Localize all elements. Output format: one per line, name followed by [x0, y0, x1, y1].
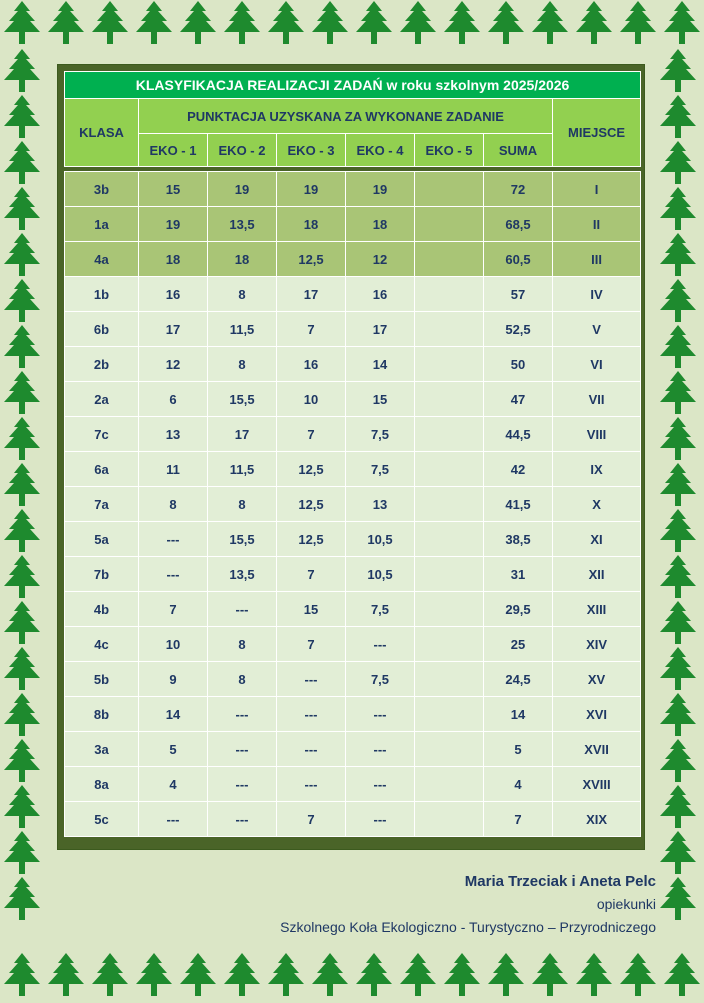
christmas-tree-icon — [0, 370, 44, 416]
cell-klasa: 5b — [65, 662, 139, 697]
cell-eko3: --- — [277, 767, 346, 802]
cell-eko1: 7 — [139, 592, 208, 627]
christmas-tree-icon — [656, 784, 700, 830]
cell-eko1: 10 — [139, 627, 208, 662]
cell-eko1: 13 — [139, 417, 208, 452]
cell-eko1: 4 — [139, 767, 208, 802]
christmas-tree-icon — [572, 0, 616, 46]
cell-eko5 — [415, 627, 484, 662]
cell-eko5 — [415, 347, 484, 382]
cell-eko2: 17 — [208, 417, 277, 452]
christmas-tree-icon — [656, 830, 700, 876]
cell-klasa: 4a — [65, 242, 139, 277]
cell-klasa: 3b — [65, 172, 139, 207]
christmas-tree-icon — [220, 0, 264, 46]
cell-eko3: 10 — [277, 382, 346, 417]
table-row — [65, 592, 641, 627]
christmas-tree-icon — [660, 952, 704, 998]
christmas-tree-icon — [352, 0, 396, 46]
header-eko-3: EKO - 3 — [277, 134, 346, 167]
christmas-tree-icon — [656, 278, 700, 324]
christmas-tree-icon — [352, 952, 396, 998]
christmas-tree-icon — [0, 462, 44, 508]
cell-eko5 — [415, 172, 484, 207]
cell-eko4: --- — [346, 732, 415, 767]
christmas-tree-icon — [176, 952, 220, 998]
cell-eko2: 19 — [208, 172, 277, 207]
christmas-tree-icon — [656, 416, 700, 462]
christmas-tree-icon — [656, 554, 700, 600]
signature-organization: Szkolnego Koła Ekologiczno - Turystyczno – Przyrodniczego — [280, 919, 656, 935]
cell-eko5 — [415, 732, 484, 767]
christmas-tree-icon — [528, 0, 572, 46]
christmas-tree-icon — [440, 0, 484, 46]
cell-suma: 47 — [484, 382, 553, 417]
christmas-tree-icon — [656, 462, 700, 508]
header-klasa: KLASA — [65, 99, 139, 167]
cell-eko2: 11,5 — [208, 312, 277, 347]
cell-eko4: 10,5 — [346, 522, 415, 557]
table-row — [65, 662, 641, 697]
christmas-tree-icon — [656, 370, 700, 416]
christmas-tree-icon — [132, 0, 176, 46]
cell-eko1: 6 — [139, 382, 208, 417]
cell-eko2: --- — [208, 767, 277, 802]
cell-klasa: 8a — [65, 767, 139, 802]
cell-eko5 — [415, 697, 484, 732]
christmas-tree-icon — [656, 232, 700, 278]
cell-eko1: 9 — [139, 662, 208, 697]
cell-suma: 72 — [484, 172, 553, 207]
cell-eko2: 8 — [208, 277, 277, 312]
cell-eko4: 10,5 — [346, 557, 415, 592]
cell-eko5 — [415, 487, 484, 522]
cell-eko2: 13,5 — [208, 557, 277, 592]
cell-eko2: 18 — [208, 242, 277, 277]
christmas-tree-icon — [44, 0, 88, 46]
cell-eko2: 15,5 — [208, 382, 277, 417]
cell-eko4: --- — [346, 802, 415, 837]
christmas-tree-icon — [396, 952, 440, 998]
cell-suma: 57 — [484, 277, 553, 312]
cell-eko3: 15 — [277, 592, 346, 627]
christmas-tree-icon — [0, 952, 44, 998]
cell-suma: 5 — [484, 732, 553, 767]
cell-eko2: 15,5 — [208, 522, 277, 557]
christmas-tree-icon — [0, 692, 44, 738]
cell-eko5 — [415, 207, 484, 242]
cell-eko4: 16 — [346, 277, 415, 312]
tree-border-top — [0, 0, 704, 48]
christmas-tree-icon — [0, 94, 44, 140]
cell-klasa: 7c — [65, 417, 139, 452]
cell-miejsce: VI — [553, 347, 641, 382]
christmas-tree-icon — [0, 48, 44, 94]
christmas-tree-icon — [528, 952, 572, 998]
cell-suma: 41,5 — [484, 487, 553, 522]
cell-suma: 24,5 — [484, 662, 553, 697]
cell-eko2: --- — [208, 697, 277, 732]
christmas-tree-icon — [0, 232, 44, 278]
cell-eko4: 17 — [346, 312, 415, 347]
cell-eko5 — [415, 242, 484, 277]
cell-eko2: 8 — [208, 487, 277, 522]
header-punktacja: PUNKTACJA UZYSKANA ZA WYKONANE ZADANIE — [139, 99, 553, 134]
cell-eko1: --- — [139, 557, 208, 592]
cell-klasa: 2a — [65, 382, 139, 417]
cell-eko4: 7,5 — [346, 592, 415, 627]
cell-klasa: 6a — [65, 452, 139, 487]
cell-eko5 — [415, 277, 484, 312]
tree-border-right — [656, 48, 704, 922]
cell-klasa: 4b — [65, 592, 139, 627]
cell-miejsce: IX — [553, 452, 641, 487]
cell-klasa: 5c — [65, 802, 139, 837]
cell-miejsce: XV — [553, 662, 641, 697]
christmas-tree-icon — [660, 0, 704, 46]
cell-eko1: 18 — [139, 242, 208, 277]
cell-eko2: --- — [208, 592, 277, 627]
christmas-tree-icon — [656, 646, 700, 692]
cell-klasa: 3a — [65, 732, 139, 767]
header-miejsce: MIEJSCE — [553, 99, 641, 167]
christmas-tree-icon — [484, 0, 528, 46]
christmas-tree-icon — [264, 952, 308, 998]
table-row — [65, 732, 641, 767]
signature-block — [280, 870, 656, 939]
cell-miejsce: XIII — [553, 592, 641, 627]
cell-klasa: 1a — [65, 207, 139, 242]
cell-suma: 44,5 — [484, 417, 553, 452]
cell-eko5 — [415, 592, 484, 627]
cell-eko2: 8 — [208, 662, 277, 697]
tree-border-bottom — [0, 952, 704, 1000]
cell-miejsce: V — [553, 312, 641, 347]
table-row — [65, 242, 641, 277]
cell-eko1: 19 — [139, 207, 208, 242]
christmas-tree-icon — [0, 646, 44, 692]
cell-miejsce: VIII — [553, 417, 641, 452]
cell-suma: 25 — [484, 627, 553, 662]
christmas-tree-icon — [0, 416, 44, 462]
cell-eko2: 11,5 — [208, 452, 277, 487]
christmas-tree-icon — [176, 0, 220, 46]
table-title: KLASYFIKACJA REALIZACJI ZADAŃ w roku szkolnym 2025/2026 — [65, 72, 641, 99]
christmas-tree-icon — [0, 278, 44, 324]
cell-suma: 31 — [484, 557, 553, 592]
cell-eko1: 17 — [139, 312, 208, 347]
table-row — [65, 557, 641, 592]
cell-miejsce: X — [553, 487, 641, 522]
cell-eko2: 8 — [208, 627, 277, 662]
christmas-tree-icon — [616, 952, 660, 998]
cell-eko3: 12,5 — [277, 487, 346, 522]
cell-eko4: 14 — [346, 347, 415, 382]
cell-eko5 — [415, 417, 484, 452]
christmas-tree-icon — [0, 508, 44, 554]
table-row — [65, 697, 641, 732]
christmas-tree-icon — [0, 876, 44, 922]
cell-eko2: 13,5 — [208, 207, 277, 242]
christmas-tree-icon — [0, 784, 44, 830]
cell-eko1: 8 — [139, 487, 208, 522]
cell-eko2: 8 — [208, 347, 277, 382]
christmas-tree-icon — [572, 952, 616, 998]
table-row — [65, 347, 641, 382]
table-row — [65, 312, 641, 347]
cell-eko2: --- — [208, 802, 277, 837]
christmas-tree-icon — [656, 600, 700, 646]
cell-eko3: 12,5 — [277, 452, 346, 487]
cell-suma: 29,5 — [484, 592, 553, 627]
cell-eko4: 7,5 — [346, 417, 415, 452]
table-row — [65, 452, 641, 487]
table-row — [65, 382, 641, 417]
cell-eko5 — [415, 382, 484, 417]
table-row — [65, 487, 641, 522]
christmas-tree-icon — [656, 94, 700, 140]
cell-miejsce: I — [553, 172, 641, 207]
table-row — [65, 627, 641, 662]
header-eko-5: EKO - 5 — [415, 134, 484, 167]
cell-klasa: 7b — [65, 557, 139, 592]
cell-klasa: 8b — [65, 697, 139, 732]
header-eko-2: EKO - 2 — [208, 134, 277, 167]
cell-miejsce: XVIII — [553, 767, 641, 802]
cell-eko4: 7,5 — [346, 452, 415, 487]
cell-eko3: 12,5 — [277, 522, 346, 557]
cell-miejsce: VII — [553, 382, 641, 417]
cell-suma: 60,5 — [484, 242, 553, 277]
cell-eko1: 14 — [139, 697, 208, 732]
cell-suma: 4 — [484, 767, 553, 802]
cell-eko4: 12 — [346, 242, 415, 277]
cell-eko3: 7 — [277, 417, 346, 452]
cell-eko5 — [415, 767, 484, 802]
cell-eko5 — [415, 312, 484, 347]
cell-eko3: --- — [277, 697, 346, 732]
christmas-tree-icon — [440, 952, 484, 998]
cell-klasa: 6b — [65, 312, 139, 347]
cell-eko3: 17 — [277, 277, 346, 312]
cell-eko5 — [415, 452, 484, 487]
cell-eko5 — [415, 522, 484, 557]
cell-eko1: 12 — [139, 347, 208, 382]
cell-miejsce: XIX — [553, 802, 641, 837]
cell-suma: 38,5 — [484, 522, 553, 557]
header-suma: SUMA — [484, 134, 553, 167]
cell-eko1: 5 — [139, 732, 208, 767]
christmas-tree-icon — [656, 186, 700, 232]
signature-names: Maria Trzeciak i Aneta Pelc — [464, 873, 656, 890]
cell-eko3: 7 — [277, 627, 346, 662]
cell-miejsce: XVII — [553, 732, 641, 767]
cell-eko4: --- — [346, 767, 415, 802]
cell-eko3: 16 — [277, 347, 346, 382]
christmas-tree-icon — [44, 952, 88, 998]
table-row — [65, 172, 641, 207]
christmas-tree-icon — [308, 0, 352, 46]
christmas-tree-icon — [656, 738, 700, 784]
cell-miejsce: XI — [553, 522, 641, 557]
table-row — [65, 207, 641, 242]
christmas-tree-icon — [88, 0, 132, 46]
christmas-tree-icon — [308, 952, 352, 998]
christmas-tree-icon — [656, 324, 700, 370]
christmas-tree-icon — [0, 324, 44, 370]
cell-suma: 14 — [484, 697, 553, 732]
table-row — [65, 417, 641, 452]
cell-klasa: 7a — [65, 487, 139, 522]
christmas-tree-icon — [0, 186, 44, 232]
cell-eko3: 7 — [277, 312, 346, 347]
cell-eko3: 7 — [277, 802, 346, 837]
cell-eko4: 19 — [346, 172, 415, 207]
christmas-tree-icon — [0, 738, 44, 784]
cell-eko1: 11 — [139, 452, 208, 487]
christmas-tree-icon — [656, 692, 700, 738]
christmas-tree-icon — [220, 952, 264, 998]
christmas-tree-icon — [132, 952, 176, 998]
ranking-table-frame — [57, 64, 645, 850]
cell-miejsce: III — [553, 242, 641, 277]
cell-eko3: --- — [277, 732, 346, 767]
cell-miejsce: II — [553, 207, 641, 242]
cell-miejsce: XVI — [553, 697, 641, 732]
table-row — [65, 522, 641, 557]
christmas-tree-icon — [396, 0, 440, 46]
cell-eko1: 15 — [139, 172, 208, 207]
christmas-tree-icon — [264, 0, 308, 46]
header-eko-4: EKO - 4 — [346, 134, 415, 167]
christmas-tree-icon — [0, 0, 44, 46]
cell-eko5 — [415, 662, 484, 697]
cell-eko4: 7,5 — [346, 662, 415, 697]
cell-suma: 50 — [484, 347, 553, 382]
cell-eko3: 12,5 — [277, 242, 346, 277]
christmas-tree-icon — [0, 554, 44, 600]
christmas-tree-icon — [656, 48, 700, 94]
cell-klasa: 2b — [65, 347, 139, 382]
ranking-table — [64, 71, 641, 837]
cell-suma: 52,5 — [484, 312, 553, 347]
cell-suma: 42 — [484, 452, 553, 487]
cell-klasa: 1b — [65, 277, 139, 312]
cell-klasa: 4c — [65, 627, 139, 662]
cell-eko4: 15 — [346, 382, 415, 417]
christmas-tree-icon — [88, 952, 132, 998]
cell-suma: 68,5 — [484, 207, 553, 242]
cell-suma: 7 — [484, 802, 553, 837]
table-row — [65, 767, 641, 802]
cell-eko3: --- — [277, 662, 346, 697]
cell-eko2: --- — [208, 732, 277, 767]
christmas-tree-icon — [616, 0, 660, 46]
cell-eko4: --- — [346, 697, 415, 732]
christmas-tree-icon — [656, 876, 700, 922]
christmas-tree-icon — [656, 140, 700, 186]
cell-miejsce: XII — [553, 557, 641, 592]
cell-eko4: 18 — [346, 207, 415, 242]
cell-eko3: 7 — [277, 557, 346, 592]
cell-eko5 — [415, 802, 484, 837]
cell-eko1: --- — [139, 802, 208, 837]
cell-eko1: 16 — [139, 277, 208, 312]
table-row — [65, 802, 641, 837]
christmas-tree-icon — [656, 508, 700, 554]
signature-role: opiekunki — [596, 896, 656, 912]
christmas-tree-icon — [0, 600, 44, 646]
cell-eko3: 19 — [277, 172, 346, 207]
cell-eko4: --- — [346, 627, 415, 662]
christmas-tree-icon — [0, 830, 44, 876]
table-row — [65, 277, 641, 312]
cell-eko3: 18 — [277, 207, 346, 242]
tree-border-left — [0, 48, 48, 922]
christmas-tree-icon — [0, 140, 44, 186]
header-eko-1: EKO - 1 — [139, 134, 208, 167]
cell-miejsce: IV — [553, 277, 641, 312]
christmas-tree-icon — [484, 952, 528, 998]
cell-miejsce: XIV — [553, 627, 641, 662]
cell-klasa: 5a — [65, 522, 139, 557]
cell-eko1: --- — [139, 522, 208, 557]
cell-eko4: 13 — [346, 487, 415, 522]
cell-eko5 — [415, 557, 484, 592]
